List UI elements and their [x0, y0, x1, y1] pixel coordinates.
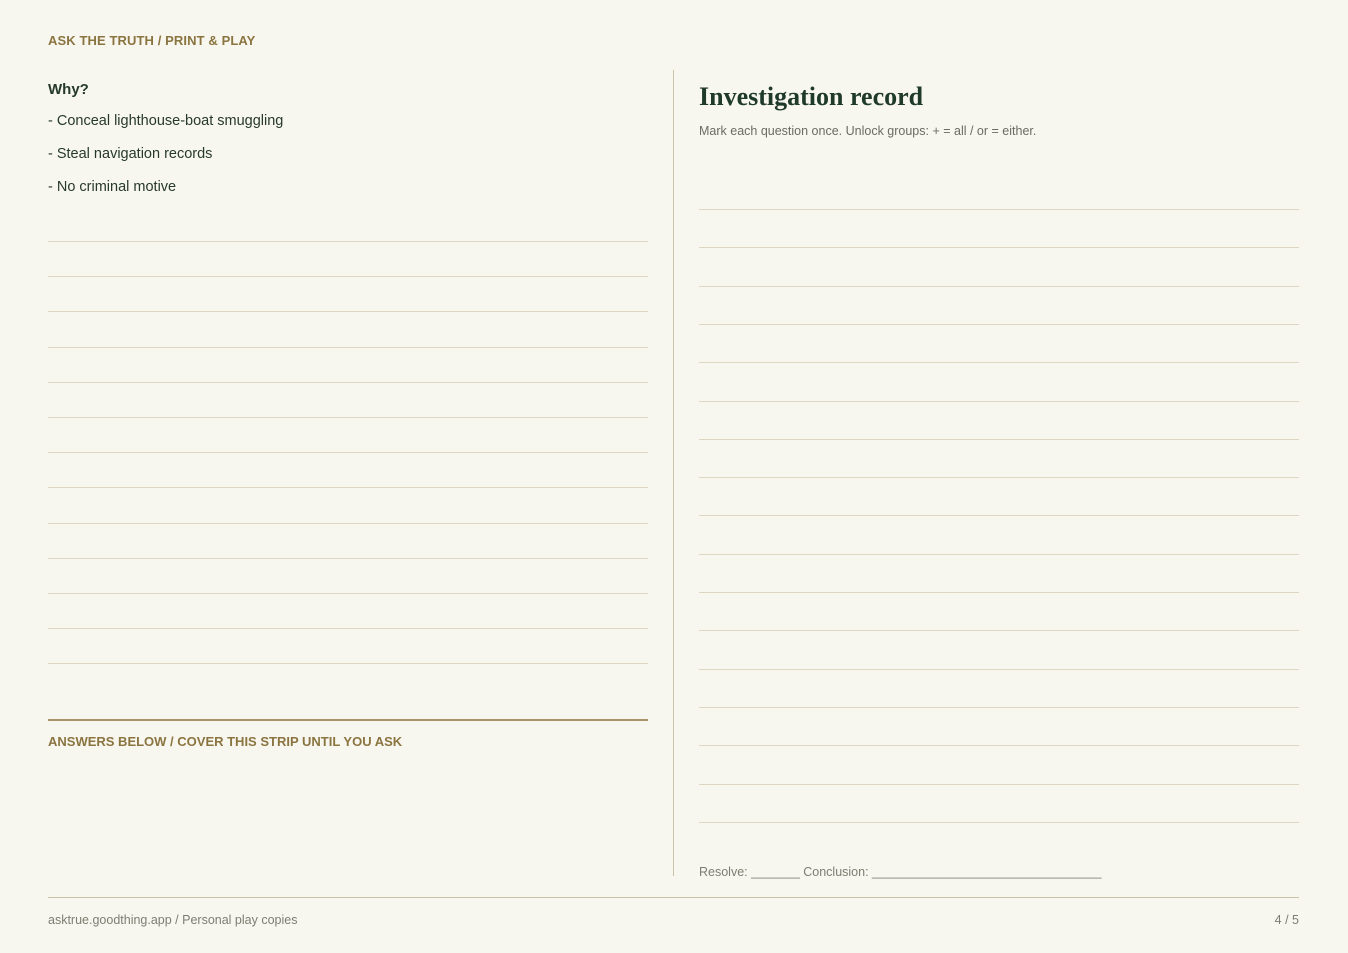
record-line [699, 209, 1299, 210]
writing-line [48, 487, 648, 488]
brand-header: ASK THE TRUTH / PRINT & PLAY [48, 33, 256, 48]
writing-line [48, 347, 648, 348]
investigation-panel [699, 70, 1299, 885]
record-line [699, 439, 1299, 440]
writing-line [48, 417, 648, 418]
motive-list [48, 113, 283, 212]
footer-divider [48, 897, 1299, 898]
record-line [699, 362, 1299, 363]
record-line [699, 324, 1299, 325]
record-line [699, 822, 1299, 823]
record-line [699, 669, 1299, 670]
record-line [699, 247, 1299, 248]
record-line [699, 745, 1299, 746]
record-line [699, 515, 1299, 516]
list-item: - No criminal motive [48, 179, 177, 195]
writing-line [48, 311, 648, 312]
record-line [699, 592, 1299, 593]
answers-divider [48, 719, 648, 721]
record-line [699, 286, 1299, 287]
writing-line [48, 241, 648, 242]
writing-line [48, 593, 648, 594]
record-line [699, 401, 1299, 402]
why-heading: Why? [48, 81, 89, 98]
record-line [699, 707, 1299, 708]
writing-line [48, 523, 648, 524]
record-line [699, 630, 1299, 631]
record-instructions: Mark each question once. Unlock groups: + = all / or = either. [699, 124, 1037, 138]
record-line [699, 477, 1299, 478]
writing-line [48, 452, 648, 453]
writing-line [48, 382, 648, 383]
notes-panel [48, 70, 648, 880]
record-line [699, 784, 1299, 785]
list-item: - Conceal lighthouse-boat smuggling [48, 113, 284, 129]
column-divider [673, 70, 674, 876]
answers-label: ANSWERS BELOW / COVER THIS STRIP UNTIL YOU ASK [48, 734, 403, 749]
record-title: Investigation record [699, 82, 924, 111]
footer-site: asktrue.goodthing.app / Personal play copies [48, 913, 298, 927]
record-line [699, 554, 1299, 555]
list-item: - Steal navigation records [48, 146, 213, 162]
writing-line [48, 663, 648, 664]
writing-line [48, 628, 648, 629]
writing-line [48, 276, 648, 277]
writing-line [48, 558, 648, 559]
page-number: 4 / 5 [1274, 913, 1299, 927]
resolve-conclusion-field: Resolve: _______ Conclusion: _________________________________ [699, 865, 1102, 879]
